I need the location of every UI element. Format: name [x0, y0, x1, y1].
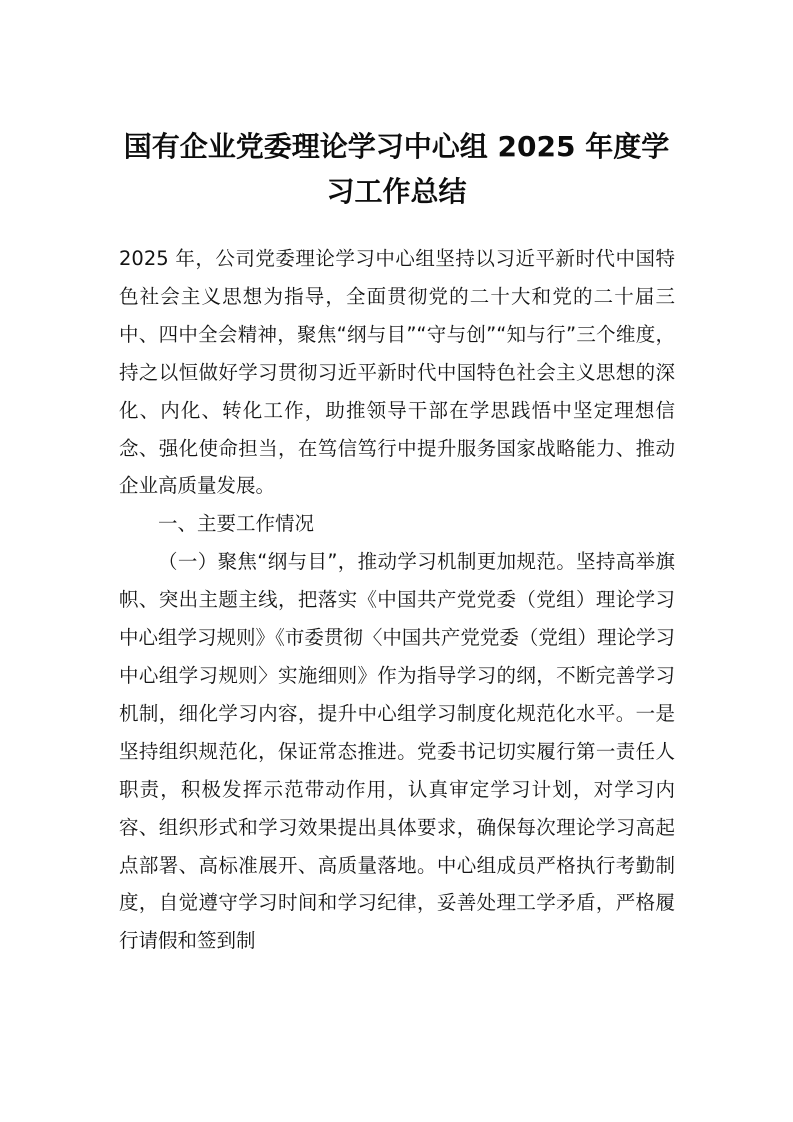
- section-heading: 一、主要工作情况: [158, 512, 315, 536]
- document-title: [110, 124, 683, 214]
- title-line-2: 习工作总结: [326, 175, 467, 208]
- document-body: [119, 240, 675, 960]
- subsection-paragraph: （一）聚焦“纲与目”，推动学习机制更加规范。坚持高举旗帜、突出主题主线，把落实《中国共产党党委（党组）理论学习中心组学习规则》《市委贯彻〈中国共产党党委（党组）理论学习中心组学习规则〉实施细则》作为指导学习的纲，不断完善学习机制，细化学习内容，提升中心组学习制度化规范化水平。一是坚持组织规范化，保证常态推进。党委书记切实履行第一责任人职责，积极发挥示范带动作用，认真审定学习计划，对学习内容、组织形式和学习效果提出具体要求，确保每次理论学习高起点部署、高标准展开、高质量落地。中心组成员严格执行考勤制度，自觉遵守学习时间和学习纪律，妥善处理工学矛盾，严格履行请假和签到制: [119, 550, 675, 953]
- title-line-1: 国有企业党委理论学习中心组 2025 年度学: [123, 130, 670, 163]
- intro-paragraph: 2025 年，公司党委理论学习中心组坚持以习近平新时代中国特色社会主义思想为指导，全面贯彻党的二十大和党的二十届三中、四中全会精神，聚焦“纲与目”“守与创”“知与行”三个维度，持之以恒做好学习贯彻习近平新时代中国特色社会主义思想的深化、内化、转化工作，助推领导干部在学思践悟中坚定理想信念、强化使命担当，在笃信笃行中提升服务国家战略能力、推动企业高质量发展。: [119, 247, 675, 498]
